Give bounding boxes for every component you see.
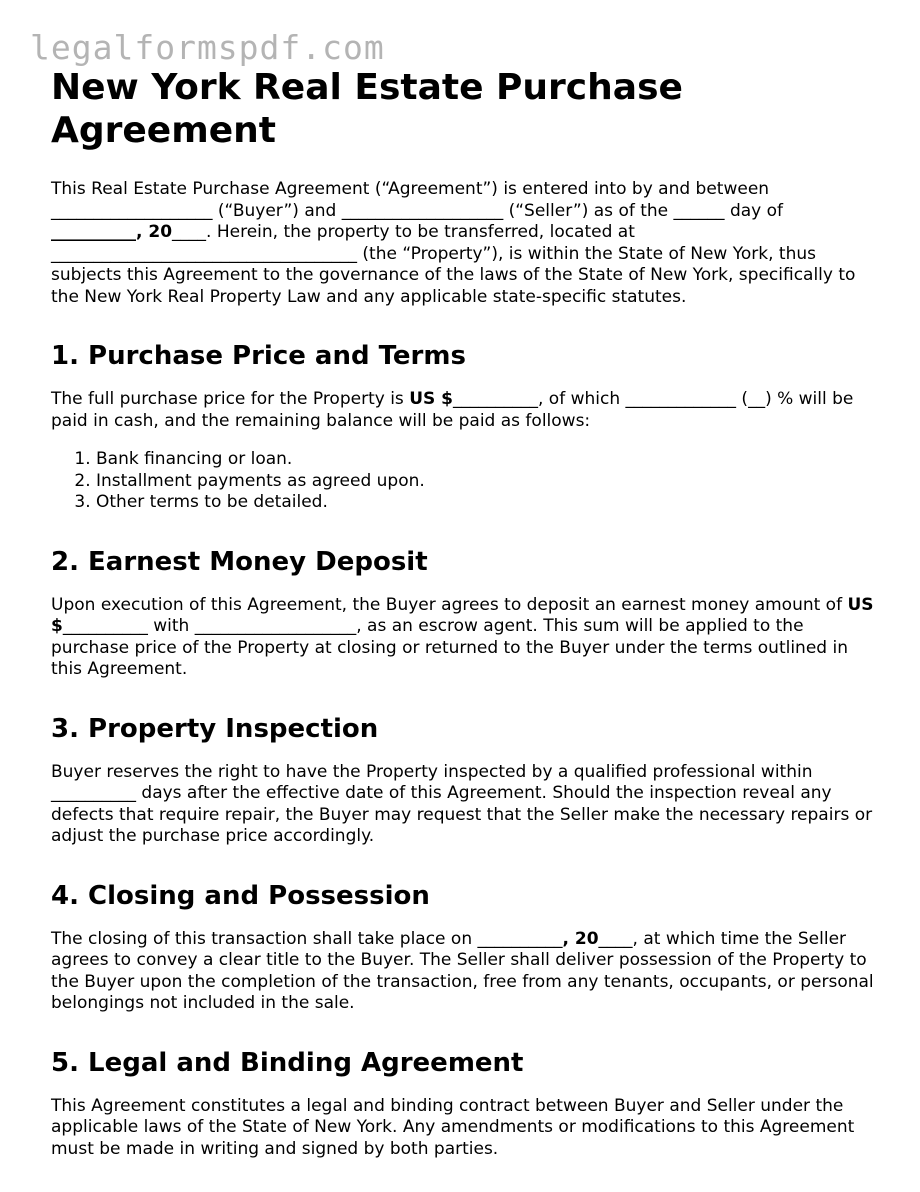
price-blank: __________ <box>452 389 538 409</box>
s2-text-1: Upon execution of this Agreement, the Buyer agrees to deposit an earnest money amount of <box>51 594 848 615</box>
s4-text-2: , at which time the Seller agrees to convey a clear title to the Buyer. The Seller shall deliver possession of the Property to the Buyer upon the completion of the transaction, free from any tenants, occupants, or personal belongings not included in the sale. <box>51 928 874 1013</box>
section-3-paragraph <box>51 762 881 848</box>
intro-text-1: This Real Estate Purchase Agreement (“Agreement”) is entered into by and between <box>51 179 770 199</box>
payment-terms-list <box>51 449 881 514</box>
document-page <box>51 66 881 1192</box>
inspection-days-blank: __________ <box>51 783 136 803</box>
section-1-heading: 1. Purchase Price and Terms <box>51 341 466 371</box>
intro-text-6: (the “Property”), is within the State of New York, thus subjects this Agreement to the governance of the laws of the State of New York, specifically to the New York Real Property Law and any applicable state-specific statutes. <box>51 243 856 307</box>
seller-blank: ___________________ <box>341 200 504 221</box>
document-title: New York Real Estate Purchase Agreement <box>51 67 683 151</box>
s1-currency: US $ <box>409 389 453 409</box>
closing-year-blank: ____ <box>598 928 633 949</box>
s1-text-1: The full purchase price for the Property is <box>51 389 410 409</box>
date-year-blank: ____ <box>172 222 207 242</box>
deposit-amount-blank: __________ <box>62 616 148 636</box>
s1-text-4: ) % will be paid in cash, and the remaining balance will be paid as follows: <box>51 389 854 431</box>
s3-text-1: Buyer reserves the right to have the Property inspected by a qualified professional within <box>51 761 813 782</box>
s2-currency: US $ <box>51 594 874 636</box>
date-month-blank: __________ <box>51 222 136 242</box>
section-4-heading: 4. Closing and Possession <box>51 880 430 911</box>
percent-blank: __ <box>748 389 766 409</box>
s2-text-3: , as an escrow agent. This sum will be applied to the purchase price of the Property at closing or returned to the Buyer under the terms outlined in this Agreement. <box>51 616 848 679</box>
section-2-heading: 2. Earnest Money Deposit <box>51 546 428 577</box>
s1-text-3: ( <box>736 389 749 409</box>
s4-text-1: The closing of this transaction shall take place on <box>51 928 478 949</box>
list-item: 2. Installment payments as agreed upon. <box>96 471 881 493</box>
buyer-blank: ___________________ <box>51 200 213 221</box>
s1-text-2: , of which <box>537 389 626 409</box>
intro-text-2: (“Buyer”) and <box>212 200 342 221</box>
price-words-blank: _____________ <box>625 389 737 409</box>
list-item: 3. Other terms to be detailed. <box>96 492 881 514</box>
address-blank: ____________________________________ <box>51 243 357 264</box>
section-5-heading: 5. Legal and Binding Agreement <box>51 1047 524 1078</box>
watermark: legalformspdf.com <box>30 28 385 67</box>
s2-text-2: with <box>147 616 195 636</box>
intro-text-5: . Herein, the property to be transferred, located at <box>206 222 635 242</box>
section-1-paragraph <box>51 389 881 432</box>
closing-month-blank: __________ <box>477 928 563 949</box>
section-2-paragraph <box>51 595 881 681</box>
intro-paragraph <box>51 179 881 308</box>
section-5-paragraph: This Agreement constitutes a legal and binding contract between Buyer and Seller under the applicable laws of the State of New York. Any amendments or modifications to this Agreement must be made in writing and signed by both parties. <box>51 1095 855 1159</box>
day-blank: ______ <box>673 200 725 221</box>
closing-year-prefix: , 20 <box>562 928 599 949</box>
section-4-paragraph <box>51 929 881 1015</box>
section-3-heading: 3. Property Inspection <box>51 713 379 744</box>
date-year-prefix: , 20 <box>136 222 173 242</box>
escrow-agent-blank: ___________________ <box>194 616 357 636</box>
s3-text-2: days after the effective date of this Agreement. Should the inspection reveal any defects that require repair, the Buyer may request that the Seller make the necessary repairs or adjust the purchase price accordingly. <box>51 783 873 846</box>
intro-text-3: (“Seller”) as of the <box>503 200 674 221</box>
intro-text-4: day of <box>724 200 784 221</box>
list-item: 1. Bank financing or loan. <box>96 449 881 471</box>
